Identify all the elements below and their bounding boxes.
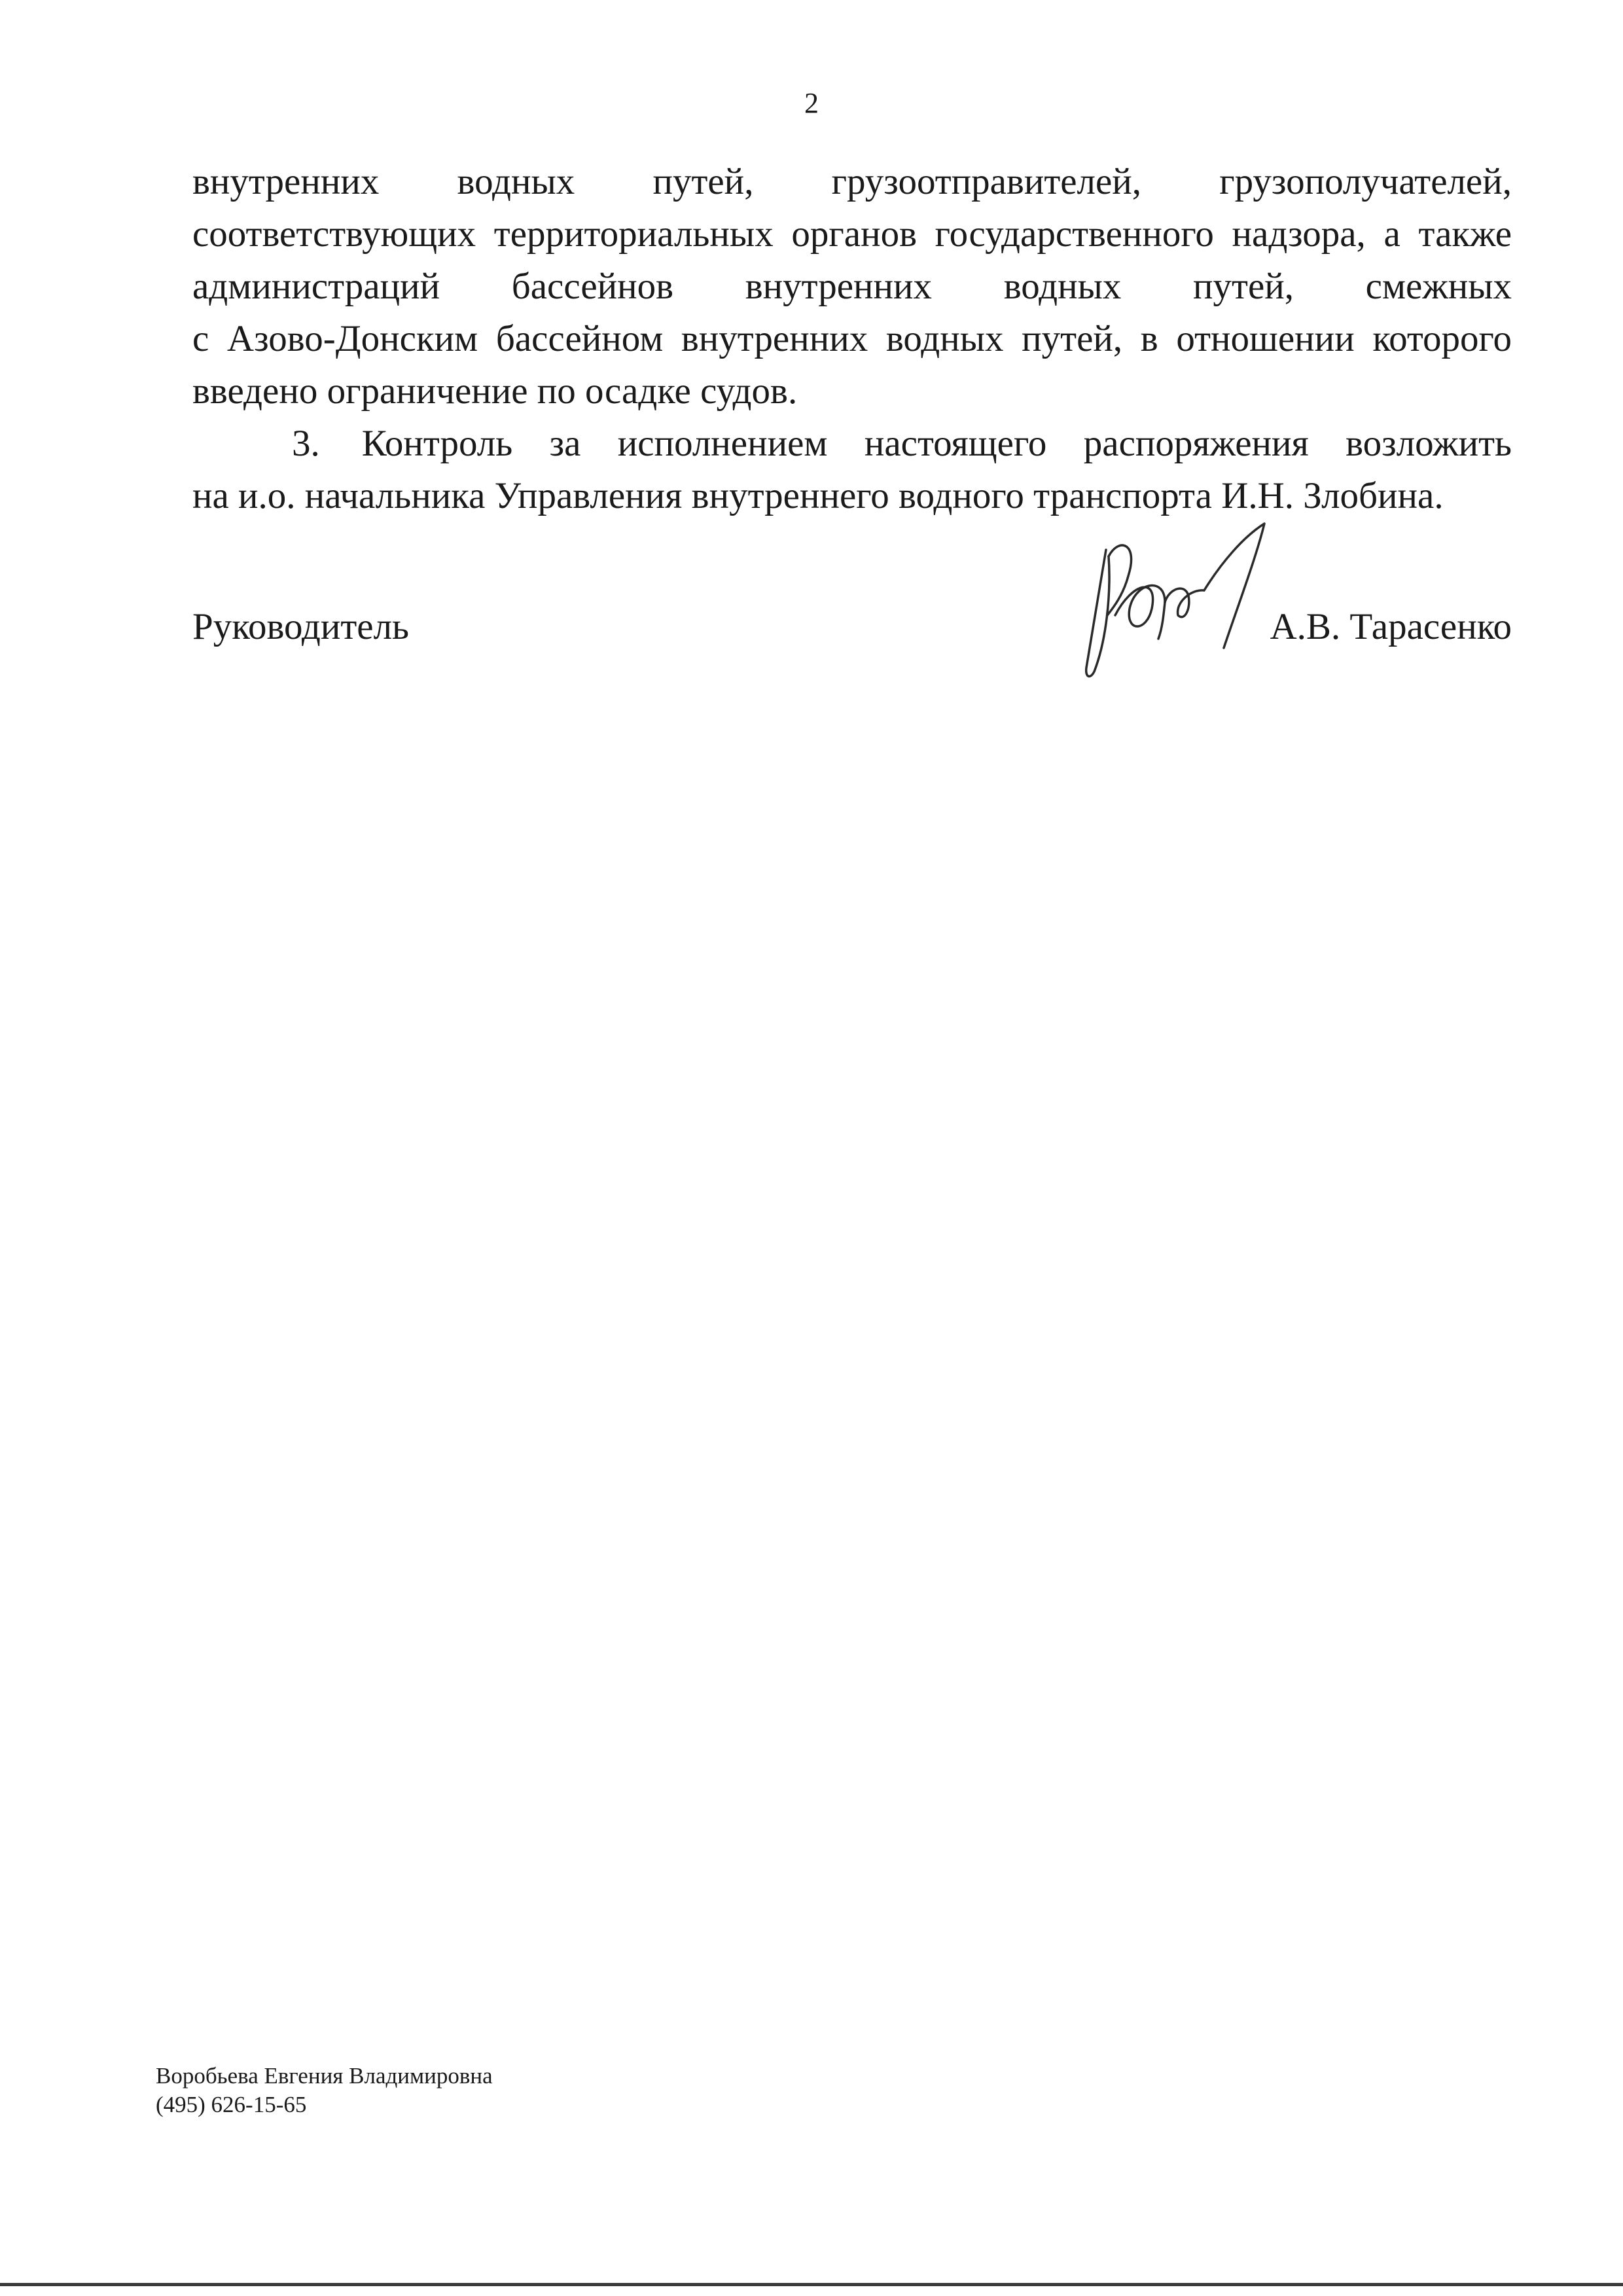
document-body	[192, 156, 1512, 522]
paragraph-line: администраций бассейнов внутренних водных путей, смежных	[192, 266, 1512, 307]
executor-footer	[156, 2062, 493, 2119]
executor-name: Воробьева Евгения Владимировна	[156, 2063, 493, 2089]
paragraph-line: введено ограничение по осадке судов.	[192, 370, 798, 412]
executor-phone: (495) 626-15-65	[156, 2092, 307, 2117]
signatory-position: Руководитель	[192, 606, 410, 647]
page-number: 2	[804, 87, 819, 119]
paragraph-line: соответствующих территориальных органов государственного надзора, а также	[192, 213, 1512, 255]
paragraph-line: на и.о. начальника Управления внутреннего водного транспорта И.Н. Злобина.	[192, 475, 1444, 516]
signatory-name: А.В. Тарасенко	[1270, 606, 1512, 647]
signature-block	[192, 601, 1512, 653]
paragraph-line: с Азово-Донским бассейном внутренних водных путей, в отношении которого	[192, 318, 1512, 359]
item-number: 3.	[292, 423, 320, 464]
paragraph-line: внутренних водных путей, грузоотправителей, грузополучателей,	[192, 161, 1512, 202]
page-bottom-rule	[0, 2283, 1623, 2286]
item-text: Контроль за исполнением настоящего распоряжения возложить	[361, 423, 1512, 464]
numbered-paragraph-first-line	[192, 418, 1512, 470]
